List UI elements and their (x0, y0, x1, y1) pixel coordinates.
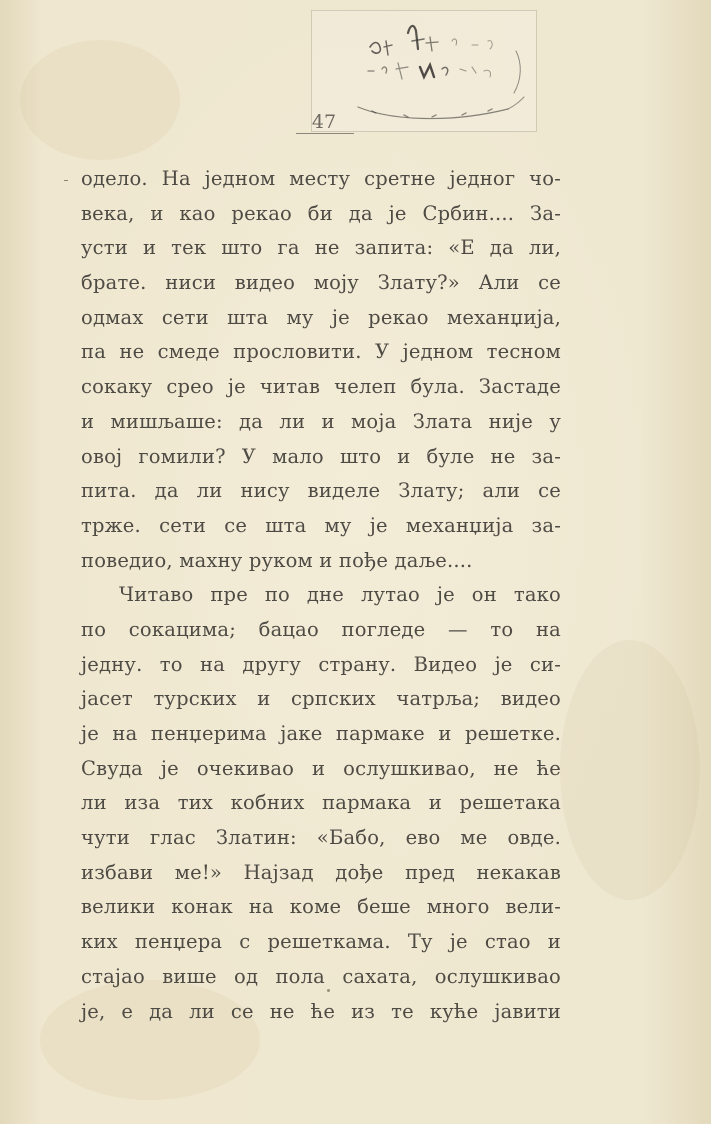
text-line: стајао више од пола сахата, ослушкивао (81, 964, 561, 988)
body-text (81, 162, 561, 1029)
text-line: овој гомили? У мало што и буле не за- (81, 444, 561, 468)
text-line: чути глас Златин: «Бабо, ево ме овде. (81, 826, 561, 850)
page-number: 47 (311, 111, 337, 133)
text-line: одмах сети шта му је рекао механџија, (81, 305, 561, 329)
text-line: пита. да ли нису виделе Злату; али се (81, 479, 561, 503)
text-line: и мишљаше: да ли и моја Злата није у (81, 409, 561, 433)
text-line: Читаво пре по дне лутао је он тако (119, 583, 561, 607)
margin-mark (64, 180, 68, 181)
text-line: брате. ниси видео моју Злату?» Али се (81, 271, 561, 295)
text-line: по сокацима; бацао погледе — то на (81, 617, 561, 641)
text-line: одело. На једном месту сретне једног чо- (81, 167, 561, 190)
page-number-rule (296, 133, 354, 134)
paper-stain (20, 40, 180, 160)
text-line: трже. сети се шта му је механџија за- (81, 513, 561, 537)
text-line: велики конак на коме беше много вели- (81, 895, 561, 919)
paper-speck (327, 989, 330, 992)
text-line: сокаку срео је читав челеп була. Застаде (81, 375, 561, 399)
text-line: избави ме!» Најзад дође пред некакав (81, 860, 561, 884)
text-line: поведио, махну руком и пође даље.... (81, 548, 473, 572)
text-line: ли иза тих кобних пармака и решетака (81, 791, 561, 815)
paper-stain (560, 640, 700, 900)
text-line: јасет турских и српских чатрља; видео (81, 687, 561, 711)
text-line: па не смеде прословити. У једном тесном (81, 340, 561, 364)
text-line: је на пенџерима јаке пармаке и решетке. (81, 722, 561, 745)
text-line: једну. то на другу страну. Видео је си- (81, 652, 561, 676)
text-line: усти и тек што га не запита: «Е да ли, (81, 236, 561, 260)
text-line: Свуда је очекивао и ослушкивао, не ће (81, 756, 561, 780)
text-line: века, и као рекао би да је Србин.... За- (81, 201, 561, 225)
text-line: је, е да ли се не ће из те куће јавити (81, 999, 561, 1023)
text-line: ких пенџера с решеткама. Ту је стао и (81, 930, 561, 954)
